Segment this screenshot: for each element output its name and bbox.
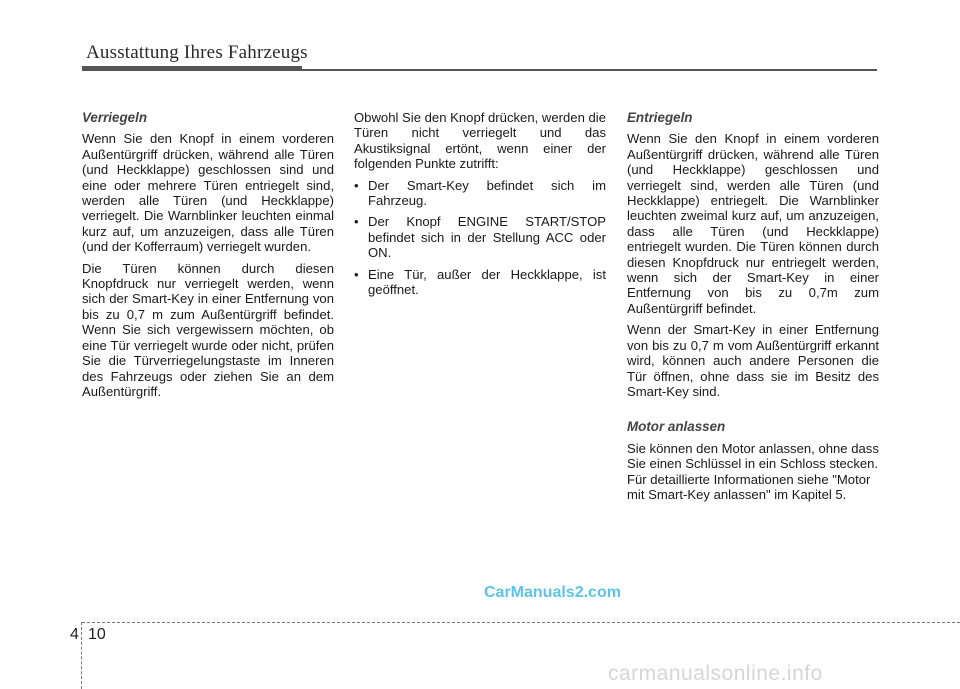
paragraph: Die Türen können durch diesen Knopfdruck nur verriegelt werden, wenn sich der Smart-Key in einer Entfernung von bis zu 0,7 m zum Außentürgriff befindet. Wenn Sie sich vergewissern möchten, ob eine Tür verriegelt wurde oder nicht, prüfen Sie die Türverriegelungstaste im Inneren des Fahrzeugs oder ziehen Sie an dem Außentürgriff. <box>82 260 334 399</box>
column-left <box>82 110 334 405</box>
list-item: • Der Smart-Key befindet sich im Fahrzeug. <box>354 178 606 209</box>
header-rule <box>82 69 877 71</box>
list-item: • Der Knopf ENGINE START/STOP befindet sich in der Stellung ACC oder ON. <box>354 214 606 260</box>
page-number: 10 <box>88 626 106 643</box>
column-right <box>627 110 879 508</box>
list-item: • Eine Tür, außer der Heckklappe, ist geöffnet. <box>354 267 606 298</box>
footer-dashed-divider <box>81 622 82 689</box>
paragraph: Wenn der Smart-Key in einer Entfernung von bis zu 0,7 m vom Außentürgriff erkannt wird, können auch andere Personen die Tür öffnen, ohne dass sie im Besitz des Smart-Key sind. <box>627 322 879 399</box>
page-header-title: Ausstattung Ihres Fahrzeugs <box>86 42 308 63</box>
section-heading-entriegeln: Entriegeln <box>627 110 693 125</box>
chapter-number: 4 <box>70 626 79 643</box>
bullet-list <box>354 178 606 298</box>
paragraph: Obwohl Sie den Knopf drücken, werden die Türen nicht verriegelt und das Akustiksignal ertönt, wenn einer der folgenden Punkte zutrifft: <box>354 110 606 172</box>
watermark-footer: carmanualsonline.info <box>608 662 823 685</box>
footer-dashed-rule <box>82 622 960 623</box>
column-middle <box>354 110 606 303</box>
section-heading-motor-anlassen: Motor anlassen <box>627 419 726 435</box>
watermark-link[interactable]: CarManuals2.com <box>484 584 621 601</box>
paragraph: Wenn Sie den Knopf in einem vorderen Außentürgriff drücken, während alle Türen (und Heckklappe) geschlossen und verriegelt sind, werden alle Türen (und Heckklappe) entriegelt. Die Warnblinker leuchten zweimal kurz auf, um anzuzeigen, dass alle Türen (und Heckklappe) entriegelt wurden. Die Türen können durch diesen Knopfdruck nur entriegelt werden, wenn sich der Smart-Key in einer Entfernung von bis zu 0,7m zum Außentürgriff befindet. <box>627 131 879 316</box>
section-heading-verriegeln: Verriegeln <box>82 110 147 125</box>
paragraph: Sie können den Motor anlassen, ohne dass Sie einen Schlüssel in ein Schloss stecken. Für detaillierte Informationen siehe "Motor mit Smart-Key anlassen" im Kapitel 5. <box>627 440 879 502</box>
paragraph: Wenn Sie den Knopf in einem vorderen Außentürgriff drücken, während alle Türen (und Heckklappe) geschlossen sind und eine oder mehrere Türen entriegelt sind, werden alle Türen (und Heckklappe) verriegelt. Die Warnblinker leuchten einmal kurz auf, um anzuzeigen, dass alle Türen (und der Kofferraum) verriegelt wurden. <box>82 131 334 255</box>
